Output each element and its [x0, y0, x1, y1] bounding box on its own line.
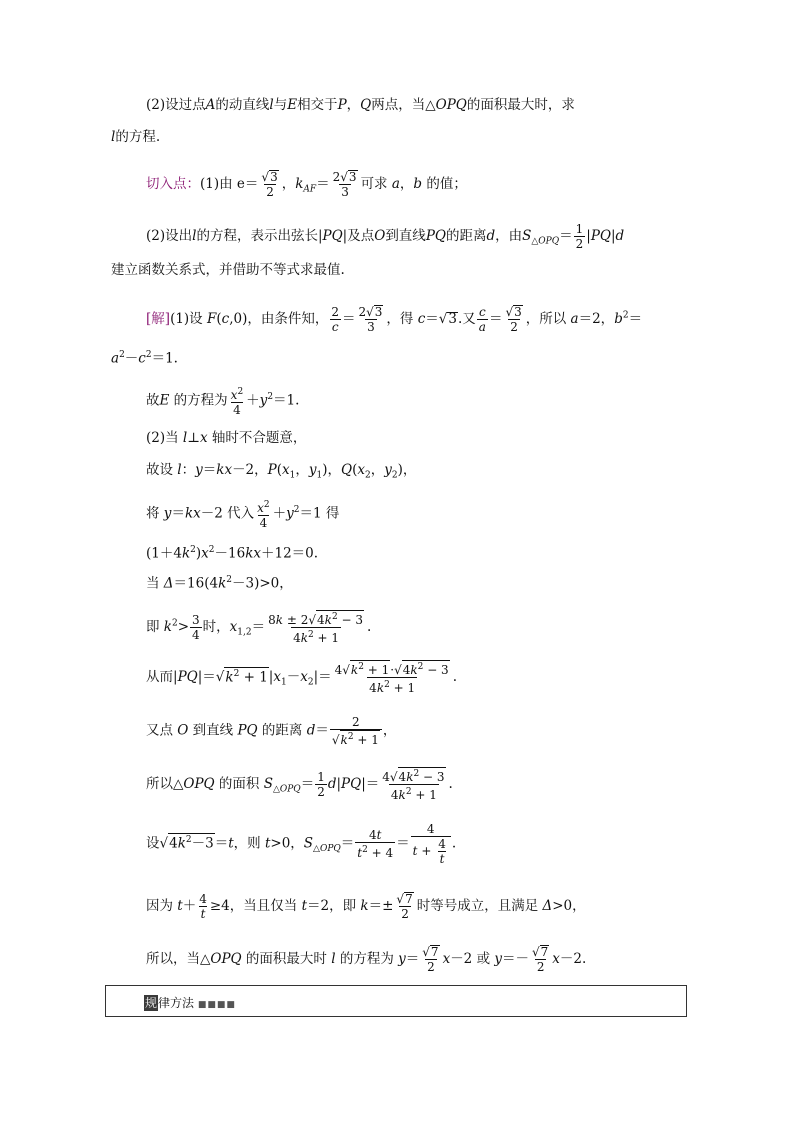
- problem-part2-line1: (2)设过点A的动直线l与E相交于P，Q两点，当△OPQ的面积最大时，求: [146, 97, 575, 113]
- entry-point-label: 切入点：: [146, 176, 200, 192]
- method-label-rest: 律方法: [158, 996, 195, 1010]
- solution-line8: 当 $\Delta=16(4k^2-3)>0$，: [146, 575, 293, 592]
- solution-line12: 所以△OPQ 的面积 $S_{\triangle OPQ}=$ $\frac{1}{2}$ d|PQ|＝ $\frac{4√4k^2 - 3}{4k^2 + 1}$ .: [146, 769, 453, 802]
- solution-line1: [解](1)设 F(c,0)，由条件知， $\frac{2}{c}$ ＝ $\frac{2√3}{3}$ ，得 c＝√3.又 $\frac{c}{a}$ ＝ $\frac{√3}{2}$ ，所以 a＝2，$b^2=$: [146, 305, 643, 334]
- method-dots: ■■■■: [197, 1000, 236, 1010]
- solution-line10: 从而$|PQ|=√k^2 + 1|x_1-x_2|=$ $\frac{4√k^2 + 1\cdot√4k^2 - 3}{4k^2 + 1}$ .: [146, 662, 457, 695]
- solution-line15: 所以，当△OPQ 的面积最大时 l 的方程为 y＝ $\frac{√7}{2}$ x－2 或 y＝－ $\frac{√7}{2}$ x－2.: [146, 945, 587, 974]
- solution-line13: 设$√4k^2-3=t$，则 t>0，$S_{\triangle OPQ}=$ $\frac{4t}{t^2 + 4}$ ＝ 4 t + $\frac{4}{t}$ .: [146, 822, 457, 866]
- method-label: [144, 994, 236, 1011]
- solution-label: 解: [151, 311, 165, 327]
- solution-line2: $a^2-c^2=1$.: [111, 350, 178, 367]
- solution-line5: 故设 l：y＝kx－2，$P(x_1$，$y_1$)，$Q(x_2$，$y_2$)，: [146, 462, 417, 481]
- entry-point-part2-line2: 建立函数关系式，并借助不等式求最值.: [111, 262, 345, 278]
- solution-line4: (2)当 l⊥x 轴时不合题意，: [146, 430, 307, 446]
- method-label-highlight: 规: [145, 996, 158, 1010]
- solution-line9: 即 $k^2>$ $\frac{3}{4}$ 时，$x_{1,2}=$ $\frac{8k \pm 2√4k^2 - 3}{4k^2 + 1}$ .: [146, 612, 372, 645]
- method-box: [105, 985, 687, 1017]
- entry-point-part1: 切入点：(1)由 e＝ $\frac{√3}{2}$ ，$k_{AF}=$ $\frac{2√3}{3}$ 可求 a，b 的值；: [146, 170, 467, 199]
- solution-line11: 又点 O 到直线 PQ 的距离 d＝ $\frac{2}{√k^2 + 1}$ ，: [146, 715, 397, 747]
- entry-point-part2-line1: (2)设出l的方程，表示出弦长|PQ|及点O到直线PQ的距离d，由$S_{\triangle OPQ}=$ $\frac{1}{2}$ |PQ|d: [146, 222, 625, 251]
- solution-line6: 将 y＝kx－2 代入 $\frac{x^2}{4}$ $+y^2=1$ 得: [146, 500, 340, 530]
- solution-line7: $(1+4k^2)x^2-16kx+12=0$.: [146, 545, 319, 562]
- problem-part2-line2: l的方程.: [111, 129, 161, 145]
- solution-line14: 因为 t＋ $\frac{4}{t}$ ≥4，当且仅当 t＝2，即 k＝± $\frac{√7}{2}$ 时等号成立，且满足 Δ>0，: [146, 892, 586, 921]
- solution-line3: 故E 的方程为 $\frac{x^2}{4}$ $+y^2=1$.: [146, 387, 300, 417]
